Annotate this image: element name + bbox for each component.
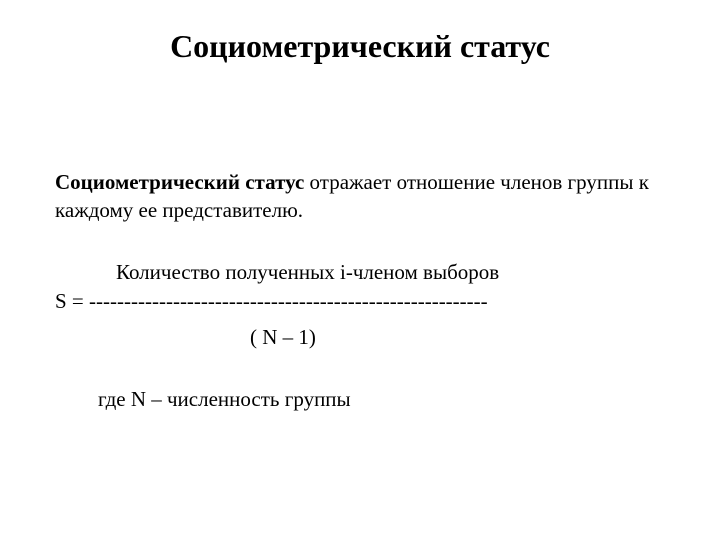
formula-denominator: ( N – 1)	[250, 325, 316, 349]
definition-text: отражает отношение членов группы к каждому ее представителю.	[55, 170, 649, 222]
formula-fraction-row	[55, 287, 488, 315]
slide-title: Социометрический статус	[170, 28, 550, 64]
formula-fraction-bar: ---------------------------------------------------------	[89, 289, 488, 313]
where-note: где N – численность группы	[98, 387, 351, 411]
formula-numerator: Количество полученных i-членом выборов	[116, 260, 500, 284]
definition-term: Социометрический статус	[55, 170, 305, 194]
definition-paragraph	[55, 168, 695, 224]
formula-lhs: S =	[55, 289, 90, 313]
